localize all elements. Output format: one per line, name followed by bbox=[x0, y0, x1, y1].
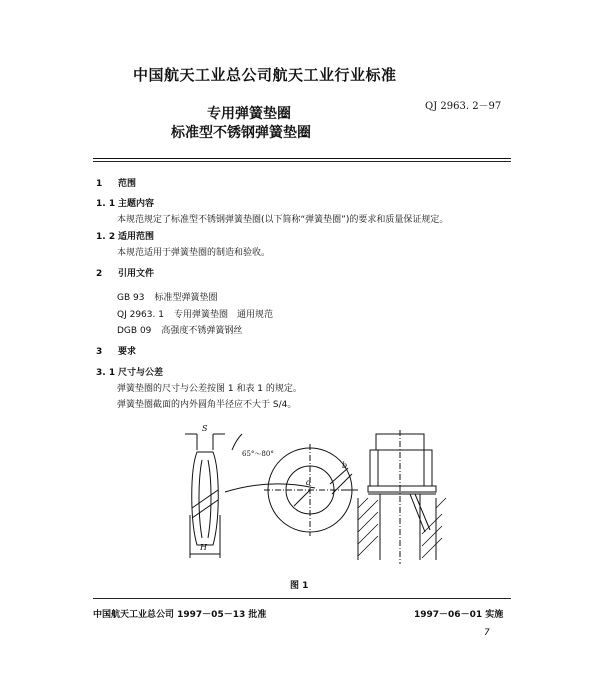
section-2-heading bbox=[96, 266, 154, 279]
figure-caption: 图 1 bbox=[290, 581, 309, 591]
approval-date: 中国航天工业总公司 1997－05－13 批准 bbox=[93, 610, 267, 620]
reference-item bbox=[117, 290, 217, 303]
section-1-1-text: 本规范规定了标准型不锈钢弹簧垫圈(以下简称“弹簧垫圈”)的要求和质量保证规定。 bbox=[117, 215, 449, 225]
spring-washer-figure bbox=[180, 420, 480, 570]
section-3-1-heading bbox=[96, 365, 163, 378]
section-number: 3. 1 bbox=[96, 368, 116, 378]
page-number: 7 bbox=[484, 628, 490, 638]
implementation-date: 1997－06－01 实施 bbox=[414, 610, 504, 620]
section-number: 1. 2 bbox=[96, 232, 116, 242]
section-title: 要求 bbox=[118, 347, 137, 357]
reference-item bbox=[117, 323, 242, 336]
document-number: QJ 2963. 2－97 bbox=[425, 101, 502, 112]
label-d: d bbox=[306, 478, 312, 487]
section-1-1-heading bbox=[96, 196, 154, 209]
title-line-1: 专用弹簧垫圈 bbox=[207, 106, 291, 122]
issuing-organization: 中国航天工业总公司航天工业行业标准 bbox=[133, 66, 397, 84]
reference-item bbox=[117, 307, 273, 320]
section-title: 尺寸与公差 bbox=[118, 368, 164, 378]
section-number: 1. 1 bbox=[96, 199, 116, 209]
label-angle: 65°～80° bbox=[242, 450, 274, 458]
header-rule-top bbox=[93, 158, 511, 159]
label-b: b bbox=[342, 461, 348, 470]
header-rule-bottom bbox=[93, 161, 511, 162]
label-s: S bbox=[202, 424, 208, 433]
section-1-heading bbox=[96, 176, 136, 189]
reference-code: GB 93 bbox=[117, 293, 145, 303]
section-number: 3 bbox=[96, 347, 103, 357]
footer-rule bbox=[93, 598, 511, 599]
section-3-heading bbox=[96, 344, 136, 357]
reference-name: 专用弹簧垫圈 通用规范 bbox=[173, 310, 273, 320]
reference-code: DGB 09 bbox=[117, 326, 152, 336]
section-number: 1 bbox=[96, 179, 103, 189]
reference-name: 标准型弹簧垫圈 bbox=[154, 293, 218, 303]
section-title: 引用文件 bbox=[118, 269, 155, 279]
section-3-1-text-1: 弹簧垫圈的尺寸与公差按图 1 和表 1 的规定。 bbox=[117, 384, 302, 394]
section-1-2-heading bbox=[96, 229, 154, 242]
section-title: 适用范围 bbox=[118, 232, 155, 242]
section-title: 主题内容 bbox=[118, 199, 155, 209]
section-3-1-text-2: 弹簧垫圈截面的内外圆角半径应不大于 S/4。 bbox=[117, 400, 297, 410]
section-1-2-text: 本规范适用于弹簧垫圈的制造和验收。 bbox=[117, 248, 271, 258]
reference-code: QJ 2963. 1 bbox=[117, 310, 164, 320]
section-number: 2 bbox=[96, 269, 103, 279]
washer-side-view bbox=[185, 434, 225, 558]
section-title: 范围 bbox=[118, 179, 137, 189]
title-line-2: 标准型不锈钢弹簧垫圈 bbox=[171, 125, 311, 141]
reference-name: 高强度不锈弹簧钢丝 bbox=[161, 326, 243, 336]
hatching bbox=[358, 498, 446, 558]
label-h: H bbox=[200, 543, 207, 552]
